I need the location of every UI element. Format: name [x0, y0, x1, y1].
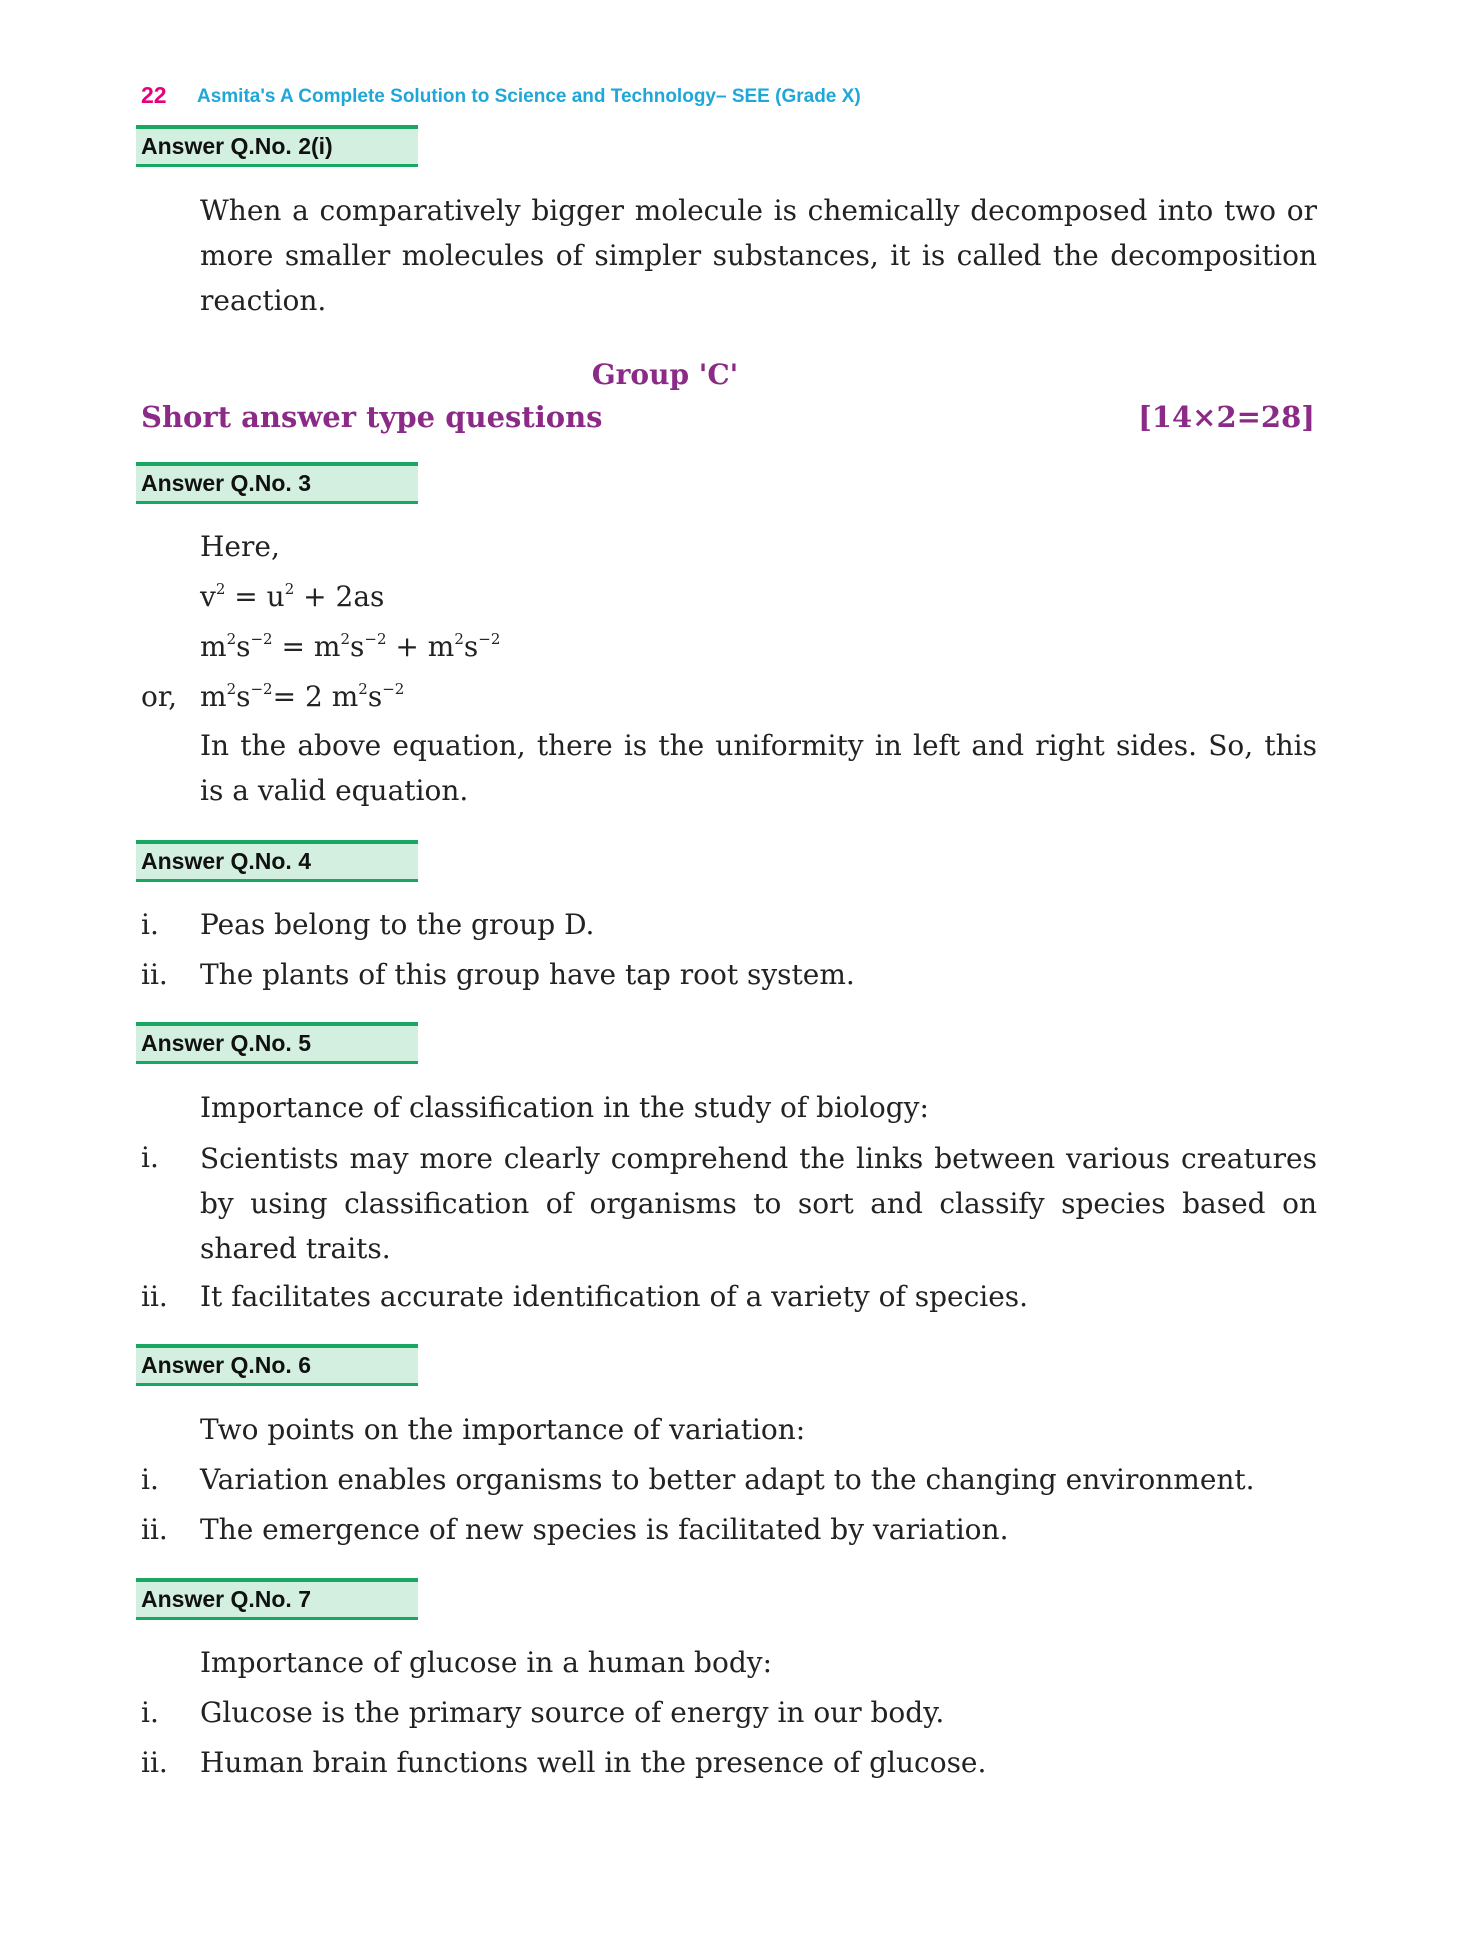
list-item: It facilitates accurate identification of a variety of species. [200, 1280, 1029, 1313]
list-item: Variation enables organisms to better adapt to the changing environment. [200, 1463, 1255, 1496]
answer-6-intro: Two points on the importance of variation: [200, 1413, 806, 1446]
answer-2i-text: When a comparatively bigger molecule is chemically decomposed into two or more smaller molecules of simpler substances, it is called the decomposition reaction. [200, 194, 1317, 317]
list-item: The emergence of new species is facilitated by variation. [200, 1513, 1009, 1546]
answer-label-3: Answer Q.No. 3 [136, 462, 418, 504]
answer-label-7: Answer Q.No. 7 [136, 1578, 418, 1620]
or-label: or, [141, 680, 178, 713]
group-title: Group 'C' [591, 358, 739, 391]
list-item: Human brain functions well in the presence of glucose. [200, 1746, 987, 1779]
answer-label-5: Answer Q.No. 5 [136, 1022, 418, 1064]
running-header-title: Asmita's A Complete Solution to Science and Technology– SEE (Grade X) [197, 86, 861, 107]
list-number: ii. [141, 1746, 168, 1779]
list-item: The plants of this group have tap root system. [200, 958, 855, 991]
list-number: i. [141, 1696, 159, 1729]
list-number: ii. [141, 1513, 168, 1546]
marks-allocation: [14×2=28] [1138, 400, 1315, 434]
answer-3-conclusion: In the above equation, there is the uniformity in left and right sides. So, this is a valid equation. [200, 729, 1317, 807]
list-item: Glucose is the primary source of energy in our body. [200, 1696, 945, 1729]
equation-2: $m^2s^{-2} = m^2s^{-2} + m^2s^{-2}$ [200, 630, 501, 663]
list-number: i. [141, 908, 159, 941]
answer-label-2i: Answer Q.No. 2(i) [136, 125, 418, 167]
list-number: i. [141, 1141, 159, 1174]
here-text: Here, [200, 530, 280, 563]
equation-1: $v^2 = u^2 + 2as$ [200, 580, 385, 613]
answer-label-4: Answer Q.No. 4 [136, 840, 418, 882]
equation-3: $m^2s^{-2}= 2$ $m^2s^{-2}$ [200, 680, 405, 713]
list-item: Scientists may more clearly comprehend the links between various creatures by using classification of organisms to sort and classify species based on shared traits. [200, 1142, 1317, 1265]
section-subtitle: Short answer type questions [141, 400, 603, 434]
answer-5-intro: Importance of classification in the study of biology: [200, 1091, 929, 1124]
answer-label-6: Answer Q.No. 6 [136, 1344, 418, 1386]
list-number: ii. [141, 958, 168, 991]
answer-7-intro: Importance of glucose in a human body: [200, 1646, 773, 1679]
list-item: Peas belong to the group D. [200, 908, 595, 941]
page-number: 22 [141, 82, 167, 108]
list-number: i. [141, 1463, 159, 1496]
list-number: ii. [141, 1280, 168, 1313]
